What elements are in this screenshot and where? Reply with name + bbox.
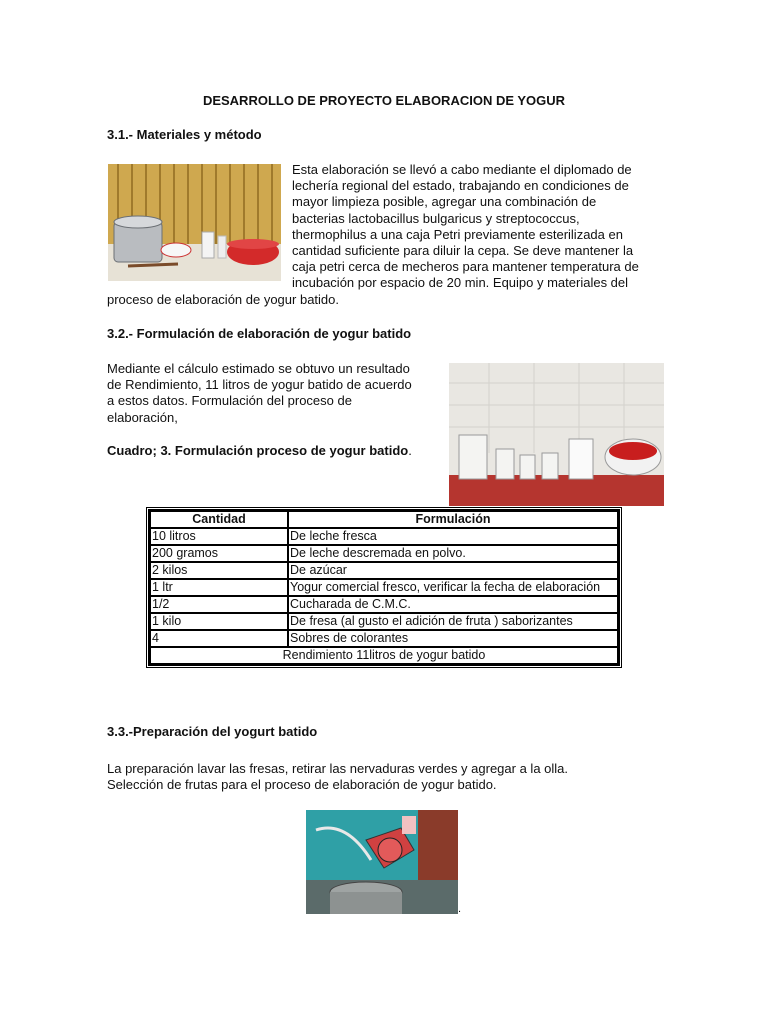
column-header-cantidad: Cantidad xyxy=(150,511,288,528)
equipment-photo xyxy=(108,164,281,281)
table-caption-text: Cuadro; 3. Formulación proceso de yogur batido xyxy=(107,443,409,458)
cell-cantidad: 1/2 xyxy=(150,596,288,613)
table-row xyxy=(150,630,618,647)
text-line: lechería regional del estado, trabajando en condiciones de xyxy=(292,178,629,194)
section1-paragraph xyxy=(292,162,661,292)
table-footer-row xyxy=(150,647,618,664)
cell-cantidad: 1 kilo xyxy=(150,613,288,630)
table-row xyxy=(150,545,618,562)
formulation-table xyxy=(148,509,620,666)
section-heading-preparacion: 3.3.-Preparación del yogurt batido xyxy=(107,724,318,739)
document-title: DESARROLLO DE PROYECTO ELABORACION DE YOGUR xyxy=(202,93,566,108)
text-line: incubación por espacio de 20 min. Equipo y materiales del xyxy=(292,275,629,291)
text-line: caja petri cerca de mecheros para mantener temperatura de xyxy=(292,259,639,275)
section-heading-materiales: 3.1.- Materiales y método xyxy=(107,127,262,142)
text-line: de Rendimiento, 11 litros de yogur batido de acuerdo xyxy=(107,377,412,393)
cell-formulacion: Cucharada de C.M.C. xyxy=(288,596,618,613)
table-row xyxy=(150,528,618,545)
table-footer-rendimiento: Rendimiento 11litros de yogur batido xyxy=(150,647,618,664)
text-line: cantidad suficiente para diluir la cepa. Se deve mantener la xyxy=(292,243,634,259)
cell-cantidad: 1 ltr xyxy=(150,579,288,596)
cell-cantidad: 10 litros xyxy=(150,528,288,545)
cell-formulacion: Sobres de colorantes xyxy=(288,630,618,647)
table-caption xyxy=(107,443,412,458)
column-header-formulacion: Formulación xyxy=(288,511,618,528)
cell-formulacion: Yogur comercial fresco, verificar la fecha de elaboración xyxy=(288,579,618,596)
table-header-row xyxy=(150,511,618,528)
ingredients-photo xyxy=(449,363,664,506)
cell-cantidad: 2 kilos xyxy=(150,562,288,579)
text-line: Selección de frutas para el proceso de elaboración de yogur batido. xyxy=(107,777,497,793)
section-heading-formulacion: 3.2.- Formulación de elaboración de yogur batido xyxy=(107,326,412,341)
trailing-dot: . xyxy=(458,903,462,915)
cell-formulacion: De leche fresca xyxy=(288,528,618,545)
cell-cantidad: 4 xyxy=(150,630,288,647)
table-row xyxy=(150,562,618,579)
section2-paragraph xyxy=(107,361,442,426)
text-line: a estos datos. Formulación del proceso de xyxy=(107,393,352,409)
text-line: Esta elaboración se llevó a cabo mediante el diplomado de xyxy=(292,162,632,177)
cell-formulacion: De azúcar xyxy=(288,562,618,579)
cell-cantidad: 200 gramos xyxy=(150,545,288,562)
table-row xyxy=(150,579,618,596)
section3-paragraph xyxy=(107,761,568,793)
text-line: thermophilus a una caja Petri previamente esterilizada en xyxy=(292,226,623,242)
text-line: bacterias lactobacillus bulgaricus y streptococcus, xyxy=(292,210,580,226)
cell-formulacion: De leche descremada en polvo. xyxy=(288,545,618,562)
table-row xyxy=(150,596,618,613)
table-caption-suffix: . xyxy=(408,443,412,458)
cell-formulacion: De fresa (al gusto el adición de fruta ) saborizantes xyxy=(288,613,618,630)
text-line: La preparación lavar las fresas, retirar las nervaduras verdes y agregar a la olla. xyxy=(107,761,569,776)
text-line: Mediante el cálculo estimado se obtuvo un resultado xyxy=(107,361,410,376)
preparation-photo xyxy=(306,810,458,914)
text-line: mayor limpieza posible, agregar una combinación de xyxy=(292,194,597,210)
table-row xyxy=(150,613,618,630)
section1-paragraph-tail: proceso de elaboración de yogur batido. xyxy=(107,292,339,307)
text-line: elaboración, xyxy=(107,409,178,425)
